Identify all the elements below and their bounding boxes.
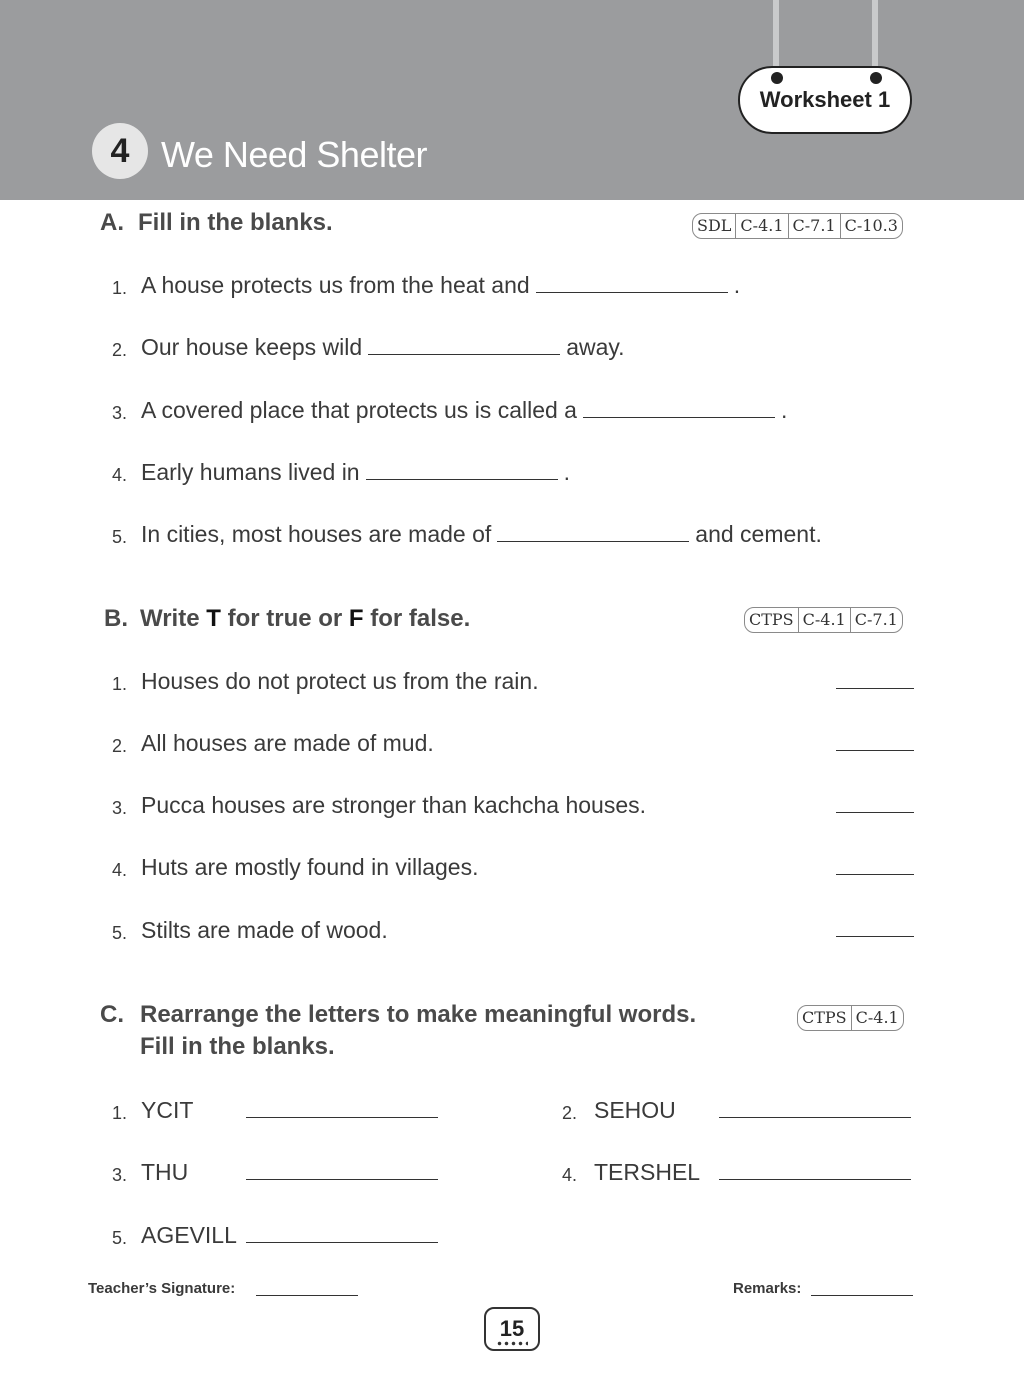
answer-blank[interactable] (836, 750, 914, 751)
section-a-skill-tags (692, 213, 903, 239)
true-false-statement: Huts are mostly found in villages. (141, 854, 479, 880)
answer-blank[interactable] (366, 479, 558, 480)
answer-blank[interactable] (719, 1117, 911, 1118)
chapter-number: 4 (92, 123, 148, 179)
question-number: 1. (111, 674, 127, 694)
question-number: 3. (111, 403, 127, 423)
page-number-badge (484, 1307, 540, 1351)
question-number: 4. (111, 465, 127, 485)
fill-blank-item: A house protects us from the heat and . (141, 272, 741, 298)
remarks-blank[interactable] (811, 1295, 913, 1296)
question-number: 2. (561, 1103, 577, 1123)
skill-tag: C-4.1 (851, 1006, 903, 1030)
question-number: 5. (111, 923, 127, 943)
answer-blank[interactable] (497, 541, 689, 542)
answer-blank[interactable] (246, 1179, 438, 1180)
jumbled-word: AGEVILL (141, 1222, 237, 1248)
fill-blank-item: Our house keeps wild away. (141, 334, 625, 360)
true-false-statement: Houses do not protect us from the rain. (141, 668, 539, 694)
worksheet-label: Worksheet 1 (759, 87, 891, 112)
fill-blank-item: A covered place that protects us is called a . (141, 397, 788, 423)
hanger-hole-left (771, 72, 783, 84)
answer-blank[interactable] (536, 292, 728, 293)
hanger-string-right (872, 0, 878, 75)
section-a-letter: A. (100, 209, 124, 236)
worksheet-badge (738, 66, 912, 134)
true-false-statement: Stilts are made of wood. (141, 917, 388, 943)
hanger-string-left (773, 0, 779, 75)
section-c-title: Rearrange the letters to make meaningful words. (140, 1001, 697, 1028)
skill-tag: SDL (697, 216, 732, 235)
question-number: 2. (111, 340, 127, 360)
section-c-subtitle: Fill in the blanks. (140, 1033, 335, 1060)
fill-blank-item: In cities, most houses are made of and cement. (141, 521, 822, 547)
section-c-letter: C. (100, 1001, 124, 1028)
answer-blank[interactable] (246, 1242, 438, 1243)
skill-tag: CTPS (749, 610, 794, 629)
section-b-heading (104, 605, 470, 633)
question-number: 3. (111, 1165, 127, 1185)
question-number: 5. (111, 1228, 127, 1248)
question-number: 3. (111, 798, 127, 818)
answer-blank[interactable] (719, 1179, 911, 1180)
skill-tag: C-10.3 (840, 214, 902, 238)
teacher-signature: Teacher’s Signature: (88, 1280, 236, 1297)
skill-tag: C-4.1 (798, 608, 850, 632)
section-c-heading (100, 1001, 696, 1029)
skill-tag: C-7.1 (850, 608, 902, 632)
true-false-statement: Pucca houses are stronger than kachcha houses. (141, 792, 647, 818)
section-b-letter: B. (104, 605, 128, 632)
hanger-hole-right (870, 72, 882, 84)
chapter-title: We Need Shelter (161, 134, 427, 175)
skill-tag: C-7.1 (788, 214, 840, 238)
question-number: 5. (111, 527, 127, 547)
section-a-title: Fill in the blanks. (138, 209, 333, 236)
teacher-signature-blank[interactable] (256, 1295, 358, 1296)
page-number: 15 (499, 1316, 525, 1341)
section-b-skill-tags (744, 607, 903, 633)
answer-blank[interactable] (836, 874, 914, 875)
section-c-skill-tags (797, 1005, 904, 1031)
answer-blank[interactable] (368, 354, 560, 355)
skill-tag: CTPS (802, 1008, 847, 1027)
question-number: 4. (111, 860, 127, 880)
jumbled-word: YCIT (141, 1097, 194, 1123)
true-false-statement: All houses are made of mud. (141, 730, 434, 756)
jumbled-word: THU (141, 1159, 189, 1185)
question-number: 2. (111, 736, 127, 756)
jumbled-word: SEHOU (594, 1097, 676, 1123)
question-number: 1. (111, 278, 127, 298)
page-badge-dots (496, 1341, 528, 1346)
remarks: Remarks: (733, 1280, 802, 1297)
answer-blank[interactable] (836, 688, 914, 689)
question-number: 1. (111, 1103, 127, 1123)
answer-blank[interactable] (583, 417, 775, 418)
answer-blank[interactable] (246, 1117, 438, 1118)
fill-blank-item: Early humans lived in . (141, 459, 570, 485)
section-b-title: Write T for true or F for false. (140, 605, 471, 632)
section-a-heading (100, 209, 333, 237)
question-number: 4. (561, 1165, 577, 1185)
jumbled-word: TERSHEL (594, 1159, 701, 1185)
skill-tag: C-4.1 (735, 214, 787, 238)
answer-blank[interactable] (836, 812, 914, 813)
answer-blank[interactable] (836, 936, 914, 937)
